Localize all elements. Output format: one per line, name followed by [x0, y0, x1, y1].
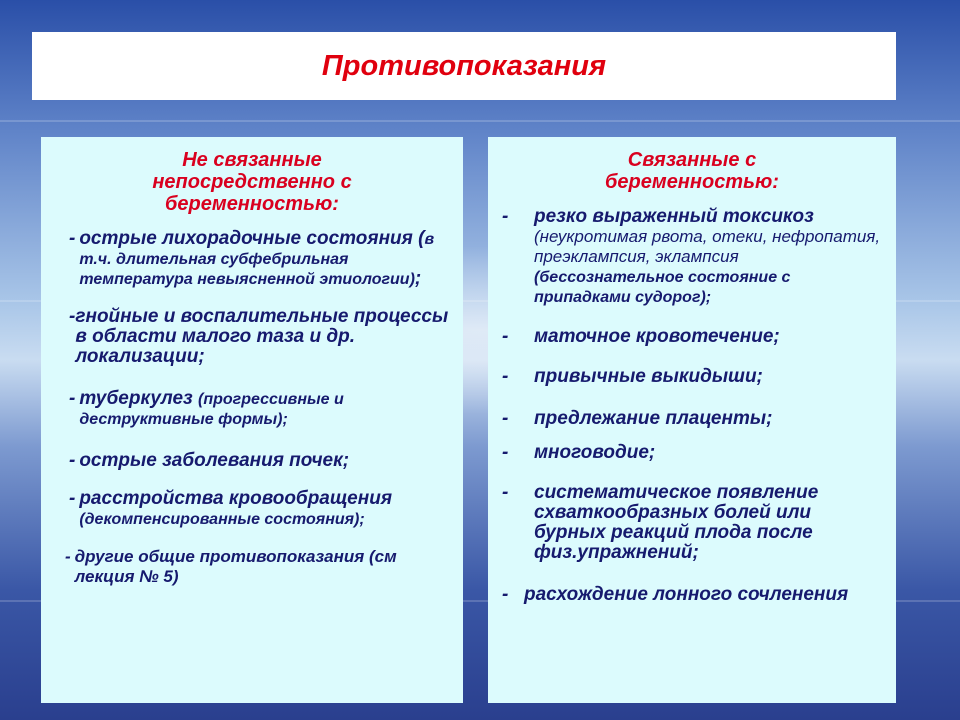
- slide-title: Противопоказания: [321, 49, 607, 82]
- item-main-text: предлежание плаценты;: [534, 408, 773, 429]
- item-tail-text: ;: [414, 268, 422, 289]
- item-text: [534, 327, 882, 347]
- item-text: [75, 307, 449, 367]
- list-item: [502, 327, 882, 347]
- background-wave: [0, 120, 960, 122]
- right-panel-heading: Связанные с беременностью:: [605, 149, 779, 193]
- list-item: [55, 389, 449, 429]
- item-main-text: резко выраженный токсикоз: [534, 206, 814, 227]
- left-panel-heading: Не связанные непосредственно с беременностью:: [152, 149, 352, 215]
- item-dash: -: [502, 584, 509, 605]
- item-text: [534, 367, 882, 387]
- list-item: [55, 307, 449, 367]
- list-item: [502, 483, 882, 563]
- item-text: [75, 451, 449, 471]
- item-main-text: расхождение лонного сочленения: [524, 584, 849, 605]
- item-dash: -: [502, 408, 509, 429]
- item-text: [534, 409, 882, 429]
- list-item: [502, 409, 882, 429]
- item-text: [534, 207, 882, 307]
- item-text: [71, 547, 449, 587]
- item-main-text: другие общие противопоказания (см лекция № 5): [74, 547, 397, 586]
- list-item: [55, 547, 449, 587]
- item-text: [75, 389, 449, 429]
- item-sub-text: (прогрессивные и деструктивные формы);: [79, 391, 344, 428]
- right-panel: [488, 137, 896, 703]
- list-item: [502, 367, 882, 387]
- left-panel: [41, 137, 463, 703]
- item-dash: -: [69, 306, 76, 327]
- item-dash: -: [502, 482, 509, 503]
- item-text: [524, 585, 882, 605]
- item-main-text: привычные выкидыши;: [534, 366, 763, 387]
- item-main-text: гнойные и воспалительные процессы в области малого таза и др. локализации;: [75, 306, 449, 367]
- list-item: [55, 451, 449, 471]
- list-item: [55, 229, 449, 289]
- list-item: [502, 443, 882, 463]
- list-item: [502, 207, 882, 307]
- item-sub-text: (бессознательное состояние с припадками судорог);: [534, 269, 791, 306]
- list-item: [55, 489, 449, 529]
- item-sub-text: в т.ч. длительная субфебрильная температура невыясненной этиологии): [79, 231, 435, 288]
- item-dash: -: [69, 450, 76, 471]
- item-dash: -: [502, 326, 509, 347]
- item-dash: -: [502, 366, 509, 387]
- item-dash: -: [69, 228, 76, 249]
- list-item: [502, 585, 882, 605]
- item-main-text: расстройства кровообращения: [79, 488, 393, 509]
- item-text: [75, 229, 449, 289]
- item-main-text: острые лихорадочные состояния (: [79, 228, 425, 249]
- item-main-text: маточное кровотечение;: [534, 326, 780, 347]
- item-main-text: острые заболевания почек;: [79, 450, 350, 471]
- item-dash: -: [65, 547, 71, 566]
- item-dash: -: [502, 442, 509, 463]
- item-text: [534, 483, 882, 563]
- item-main-text: систематическое появление схваткообразных болей или бурных реакций плода после физ.упражнений;: [534, 482, 819, 563]
- item-dash: -: [502, 206, 509, 227]
- item-main-text: туберкулез: [79, 388, 199, 409]
- title-bar: [32, 32, 896, 100]
- item-text: [75, 489, 449, 529]
- item-text: [534, 443, 882, 463]
- item-dash: -: [69, 488, 76, 509]
- item-dash: -: [69, 388, 76, 409]
- item-sub-text: (декомпенсированные состояния);: [79, 511, 365, 528]
- item-main-text: многоводие;: [534, 442, 656, 463]
- item-sub-light-text: (неукротимая рвота, отеки, нефропатия, преэклампсия, эклампсия: [534, 227, 881, 266]
